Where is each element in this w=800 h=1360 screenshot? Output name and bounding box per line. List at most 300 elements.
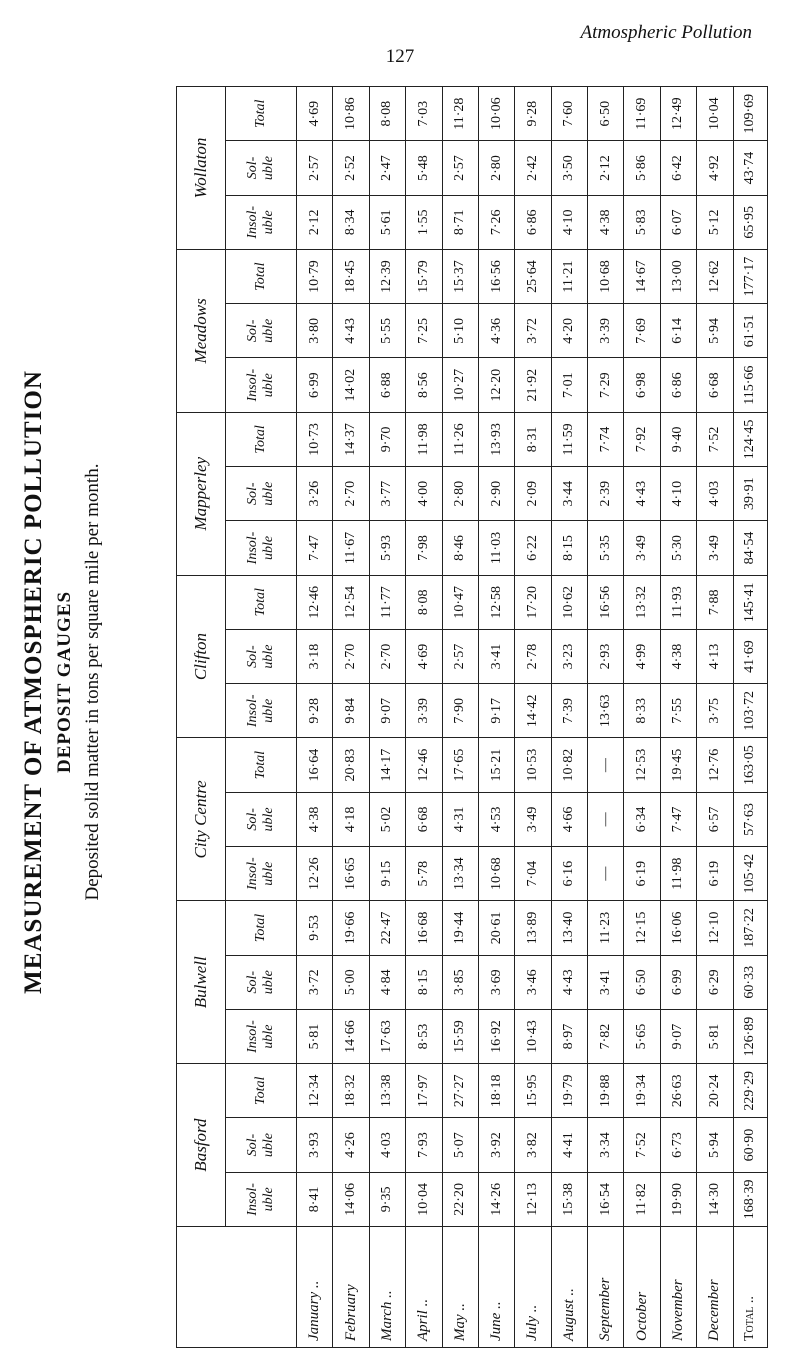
table-cell: 6·14 [660,304,696,358]
table-cell: 4·92 [697,141,733,195]
table-cell: 6·57 [697,792,733,846]
month-label: Total .. [733,1227,768,1348]
column-header: Total [226,901,297,955]
table-cell: 8·53 [406,1009,442,1063]
table-cell: 19·90 [660,1172,696,1226]
month-header [177,1227,297,1348]
table-cell: 11·28 [442,87,478,141]
table-cell: 65·95 [733,195,768,249]
table-cell: 3·26 [297,467,333,521]
table-cell: 3·44 [551,467,587,521]
table-cell: 6·99 [297,358,333,412]
table-cell: 4·53 [478,792,514,846]
table-cell: 12·46 [406,738,442,792]
table-cell: 4·38 [588,195,624,249]
table-cell: 5·02 [369,792,405,846]
table-cell: 2·80 [442,467,478,521]
table-cell: 13·63 [588,684,624,738]
table-cell: 4·69 [406,629,442,683]
table-cell: 16·92 [478,1009,514,1063]
table-cell: 17·97 [406,1064,442,1118]
site-header-meadows: Meadows [177,249,226,412]
table-cell: 21·92 [515,358,551,412]
table-cell: 10·43 [515,1009,551,1063]
table-cell: 3·72 [297,955,333,1009]
table-cell: 20·24 [697,1064,733,1118]
table-cell: 4·36 [478,304,514,358]
table-cell: 8·15 [406,955,442,1009]
column-header: Total [226,249,297,303]
column-header: Insol- uble [226,521,297,575]
table-cell: 12·49 [660,87,696,141]
table-cell: 3·82 [515,1118,551,1172]
total-row [733,87,768,1348]
column-header: Insol- uble [226,195,297,249]
table-cell: 3·34 [588,1118,624,1172]
table-cell: 19·79 [551,1064,587,1118]
table-cell: 11·98 [660,847,696,901]
table-cell: 3·46 [515,955,551,1009]
table-row [551,87,587,1348]
table-cell: 5·94 [697,304,733,358]
table-cell: 10·62 [551,575,587,629]
table-cell: 4·99 [624,629,660,683]
table-cell: 8·08 [369,87,405,141]
table-cell: 5·81 [297,1009,333,1063]
table-cell: 10·86 [333,87,369,141]
month-label: May .. [442,1227,478,1348]
deposit-table-wrapper [176,86,768,1348]
table-cell: 11·69 [624,87,660,141]
table-cell: 8·56 [406,358,442,412]
table-cell: 16·64 [297,738,333,792]
deposit-table [176,86,768,1348]
table-cell: 14·26 [478,1172,514,1226]
table-cell: 3·85 [442,955,478,1009]
table-cell: 3·18 [297,629,333,683]
table-cell: 12·20 [478,358,514,412]
table-cell: 3·39 [588,304,624,358]
column-header: Sol- uble [226,955,297,1009]
table-cell: 3·50 [551,141,587,195]
table-cell: 5·35 [588,521,624,575]
column-header: Insol- uble [226,684,297,738]
month-label: April .. [406,1227,442,1348]
table-cell: 16·65 [333,847,369,901]
table-cell: 13·40 [551,901,587,955]
table-cell: 7·25 [406,304,442,358]
month-label: October [624,1227,660,1348]
table-cell: 43·74 [733,141,768,195]
site-header-bulwell: Bulwell [177,901,226,1064]
table-cell: 7·01 [551,358,587,412]
table-cell: 6·19 [624,847,660,901]
table-cell: 15·59 [442,1009,478,1063]
table-cell: 4·31 [442,792,478,846]
table-cell: 11·23 [588,901,624,955]
table-cell: 25·64 [515,249,551,303]
table-cell: 11·59 [551,412,587,466]
table-cell: 4·38 [297,792,333,846]
table-cell: 9·40 [660,412,696,466]
table-cell: 6·88 [369,358,405,412]
table-cell: 2·93 [588,629,624,683]
table-cell: 8·46 [442,521,478,575]
table-cell: 9·35 [369,1172,405,1226]
column-header: Total [226,412,297,466]
table-cell: 12·62 [697,249,733,303]
table-row [697,87,733,1348]
table-cell: 2·90 [478,467,514,521]
running-title: Atmospheric Pollution [580,22,752,43]
table-row [442,87,478,1348]
column-header: Total [226,1064,297,1118]
main-title: MEASUREMENT OF ATMOSPHERIC POLLUTION [20,370,47,994]
table-cell: 13·38 [369,1064,405,1118]
table-row [624,87,660,1348]
table-cell: 18·45 [333,249,369,303]
table-cell: 9·53 [297,901,333,955]
table-cell: 5·48 [406,141,442,195]
table-cell: 5·55 [369,304,405,358]
table-cell: 5·83 [624,195,660,249]
table-cell: 2·57 [297,141,333,195]
table-cell: 2·47 [369,141,405,195]
table-cell: 187·22 [733,901,768,955]
table-cell: 7·92 [624,412,660,466]
table-cell: 8·97 [551,1009,587,1063]
table-cell: 16·68 [406,901,442,955]
table-cell: 84·54 [733,521,768,575]
table-cell: 6·68 [406,792,442,846]
table-cell: 17·63 [369,1009,405,1063]
table-cell: 7·82 [588,1009,624,1063]
table-cell: 13·93 [478,412,514,466]
table-cell: 2·09 [515,467,551,521]
table-cell: 20·61 [478,901,514,955]
table-cell: 14·06 [333,1172,369,1226]
table-cell: 8·15 [551,521,587,575]
table-cell: 14·67 [624,249,660,303]
table-cell: 10·68 [478,847,514,901]
table-cell: 3·49 [515,792,551,846]
table-cell: 5·86 [624,141,660,195]
table-cell: 105·42 [733,847,768,901]
column-header: Insol- uble [226,1009,297,1063]
table-cell: 8·41 [297,1172,333,1226]
table-cell: 27·27 [442,1064,478,1118]
table-cell: 6·98 [624,358,660,412]
table-cell: 7·88 [697,575,733,629]
table-cell: 14·42 [515,684,551,738]
table-cell: 6·16 [551,847,587,901]
table-row [406,87,442,1348]
table-cell: 19·66 [333,901,369,955]
table-cell: 2·78 [515,629,551,683]
table-cell: 9·70 [369,412,405,466]
table-cell: 7·52 [697,412,733,466]
table-cell: 4·00 [406,467,442,521]
table-cell: 16·56 [588,575,624,629]
table-cell: 13·89 [515,901,551,955]
table-cell: 17·20 [515,575,551,629]
table-cell: 15·95 [515,1064,551,1118]
column-header: Total [226,87,297,141]
table-cell: 12·13 [515,1172,551,1226]
table-cell: 6·86 [515,195,551,249]
table-cell: 115·66 [733,358,768,412]
table-cell: 15·21 [478,738,514,792]
caption: Deposited solid matter in tons per square mile per month. [82,463,103,901]
table-cell: 4·43 [333,304,369,358]
table-cell: 3·39 [406,684,442,738]
table-cell: 13·00 [660,249,696,303]
table-cell: 124·45 [733,412,768,466]
site-header-wollaton: Wollaton [177,87,226,250]
table-cell: 1·55 [406,195,442,249]
table-cell: 7·47 [660,792,696,846]
table-cell: 5·30 [660,521,696,575]
table-cell: 14·37 [333,412,369,466]
table-cell: 126·89 [733,1009,768,1063]
table-cell: 6·29 [697,955,733,1009]
table-cell: 6·34 [624,792,660,846]
table-cell: 3·77 [369,467,405,521]
table-cell: 22·20 [442,1172,478,1226]
table-row [515,87,551,1348]
table-cell: 11·98 [406,412,442,466]
table-cell: 103·72 [733,684,768,738]
table-cell: 6·50 [624,955,660,1009]
month-label: June .. [478,1227,514,1348]
month-label: July .. [515,1227,551,1348]
table-cell: 6·42 [660,141,696,195]
month-label: December [697,1227,733,1348]
table-cell: 4·18 [333,792,369,846]
table-cell: 6·22 [515,521,551,575]
table-cell: 4·43 [551,955,587,1009]
table-cell: 2·57 [442,141,478,195]
site-header-city-centre: City Centre [177,738,226,901]
table-cell: 5·07 [442,1118,478,1172]
site-header-row [177,87,226,1348]
table-cell: 15·37 [442,249,478,303]
table-cell: 6·99 [660,955,696,1009]
table-cell: 7·60 [551,87,587,141]
table-cell: 11·21 [551,249,587,303]
table-cell: 3·41 [478,629,514,683]
table-cell: 10·79 [297,249,333,303]
table-cell: 6·50 [588,87,624,141]
table-cell: 8·08 [406,575,442,629]
subcolumn-header-row [226,87,297,1348]
table-row [333,87,369,1348]
table-cell: 61·51 [733,304,768,358]
table-cell: 9·15 [369,847,405,901]
table-row [369,87,405,1348]
table-cell: 3·49 [624,521,660,575]
table-cell: 11·93 [660,575,696,629]
table-cell: 4·69 [297,87,333,141]
table-cell: 9·28 [297,684,333,738]
table-cell: 145·41 [733,575,768,629]
table-cell: 60·90 [733,1118,768,1172]
table-cell: 7·29 [588,358,624,412]
table-cell: — [588,738,624,792]
table-cell: 5·00 [333,955,369,1009]
table-cell: 14·02 [333,358,369,412]
table-cell: 16·54 [588,1172,624,1226]
table-cell: 7·03 [406,87,442,141]
table-cell: 3·92 [478,1118,514,1172]
table-cell: 10·73 [297,412,333,466]
site-header-mapperley: Mapperley [177,412,226,575]
month-label: January .. [297,1227,333,1348]
table-cell: 3·75 [697,684,733,738]
table-cell: 15·38 [551,1172,587,1226]
table-cell: 7·39 [551,684,587,738]
table-cell: 5·65 [624,1009,660,1063]
table-cell: 8·71 [442,195,478,249]
table-cell: 6·86 [660,358,696,412]
table-cell: 4·20 [551,304,587,358]
site-header-clifton: Clifton [177,575,226,738]
table-cell: 4·43 [624,467,660,521]
table-cell: 17·65 [442,738,478,792]
column-header: Total [226,738,297,792]
table-row [297,87,333,1348]
table-cell: 19·88 [588,1064,624,1118]
table-cell: 16·06 [660,901,696,955]
table-cell: 12·53 [624,738,660,792]
table-cell: 163·05 [733,738,768,792]
table-cell: 22·47 [369,901,405,955]
table-cell: 7·26 [478,195,514,249]
table-cell: 3·80 [297,304,333,358]
month-label: March .. [369,1227,405,1348]
table-cell: 7·04 [515,847,551,901]
table-row [478,87,514,1348]
table-cell: 7·98 [406,521,442,575]
table-cell: 12·26 [297,847,333,901]
table-cell: 2·70 [333,629,369,683]
table-cell: 2·12 [588,141,624,195]
table-cell: 2·70 [333,467,369,521]
table-cell: 14·66 [333,1009,369,1063]
table-cell: 7·69 [624,304,660,358]
table-cell: — [588,847,624,901]
table-cell: 3·69 [478,955,514,1009]
table-cell: 5·10 [442,304,478,358]
table-cell: 2·70 [369,629,405,683]
table-cell: 6·73 [660,1118,696,1172]
table-cell: 5·94 [697,1118,733,1172]
table-cell: 10·82 [551,738,587,792]
table-cell: 2·57 [442,629,478,683]
table-row [660,87,696,1348]
table-cell: 2·39 [588,467,624,521]
table-cell: 3·41 [588,955,624,1009]
table-cell: 12·39 [369,249,405,303]
table-cell: 7·90 [442,684,478,738]
table-cell: 8·31 [515,412,551,466]
table-cell: 39·91 [733,467,768,521]
table-cell: 8·33 [624,684,660,738]
column-header: Sol- uble [226,304,297,358]
month-label: September [588,1227,624,1348]
table-cell: 6·19 [697,847,733,901]
month-label: November [660,1227,696,1348]
table-cell: 12·10 [697,901,733,955]
table-cell: 4·10 [660,467,696,521]
table-cell: 9·17 [478,684,514,738]
table-cell: — [588,792,624,846]
table-cell: 10·04 [406,1172,442,1226]
table-cell: 10·27 [442,358,478,412]
table-cell: 7·52 [624,1118,660,1172]
table-cell: 2·12 [297,195,333,249]
table-cell: 6·68 [697,358,733,412]
table-cell: 4·10 [551,195,587,249]
table-cell: 9·84 [333,684,369,738]
page-number: 127 [385,46,415,67]
table-cell: 109·69 [733,87,768,141]
table-cell: 3·49 [697,521,733,575]
column-header: Insol- uble [226,847,297,901]
table-cell: 13·34 [442,847,478,901]
table-cell: 57·63 [733,792,768,846]
table-cell: 10·53 [515,738,551,792]
table-cell: 8·34 [333,195,369,249]
table-cell: 60·33 [733,955,768,1009]
table-cell: 9·28 [515,87,551,141]
table-cell: 9·07 [660,1009,696,1063]
table-cell: 5·61 [369,195,405,249]
table-cell: 7·74 [588,412,624,466]
table-body [297,87,768,1348]
table-cell: 4·13 [697,629,733,683]
table-cell: 14·30 [697,1172,733,1226]
table-cell: 4·38 [660,629,696,683]
table-cell: 5·12 [697,195,733,249]
table-cell: 9·07 [369,684,405,738]
table-cell: 12·15 [624,901,660,955]
column-header: Total [226,575,297,629]
table-cell: 4·66 [551,792,587,846]
table-cell: 2·80 [478,141,514,195]
column-header: Sol- uble [226,141,297,195]
table-cell: 11·03 [478,521,514,575]
table-cell: 2·42 [515,141,551,195]
table-cell: 19·44 [442,901,478,955]
table-cell: 4·26 [333,1118,369,1172]
table-cell: 5·78 [406,847,442,901]
site-header-basford: Basford [177,1064,226,1227]
table-cell: 20·83 [333,738,369,792]
month-label: August .. [551,1227,587,1348]
column-header: Sol- uble [226,792,297,846]
column-header: Sol- uble [226,1118,297,1172]
column-header: Sol- uble [226,629,297,683]
table-cell: 3·93 [297,1118,333,1172]
table-cell: 16·56 [478,249,514,303]
table-cell: 19·34 [624,1064,660,1118]
table-cell: 7·55 [660,684,696,738]
table-cell: 3·23 [551,629,587,683]
table-cell: 2·52 [333,141,369,195]
table-cell: 12·34 [297,1064,333,1118]
table-cell: 229·29 [733,1064,768,1118]
